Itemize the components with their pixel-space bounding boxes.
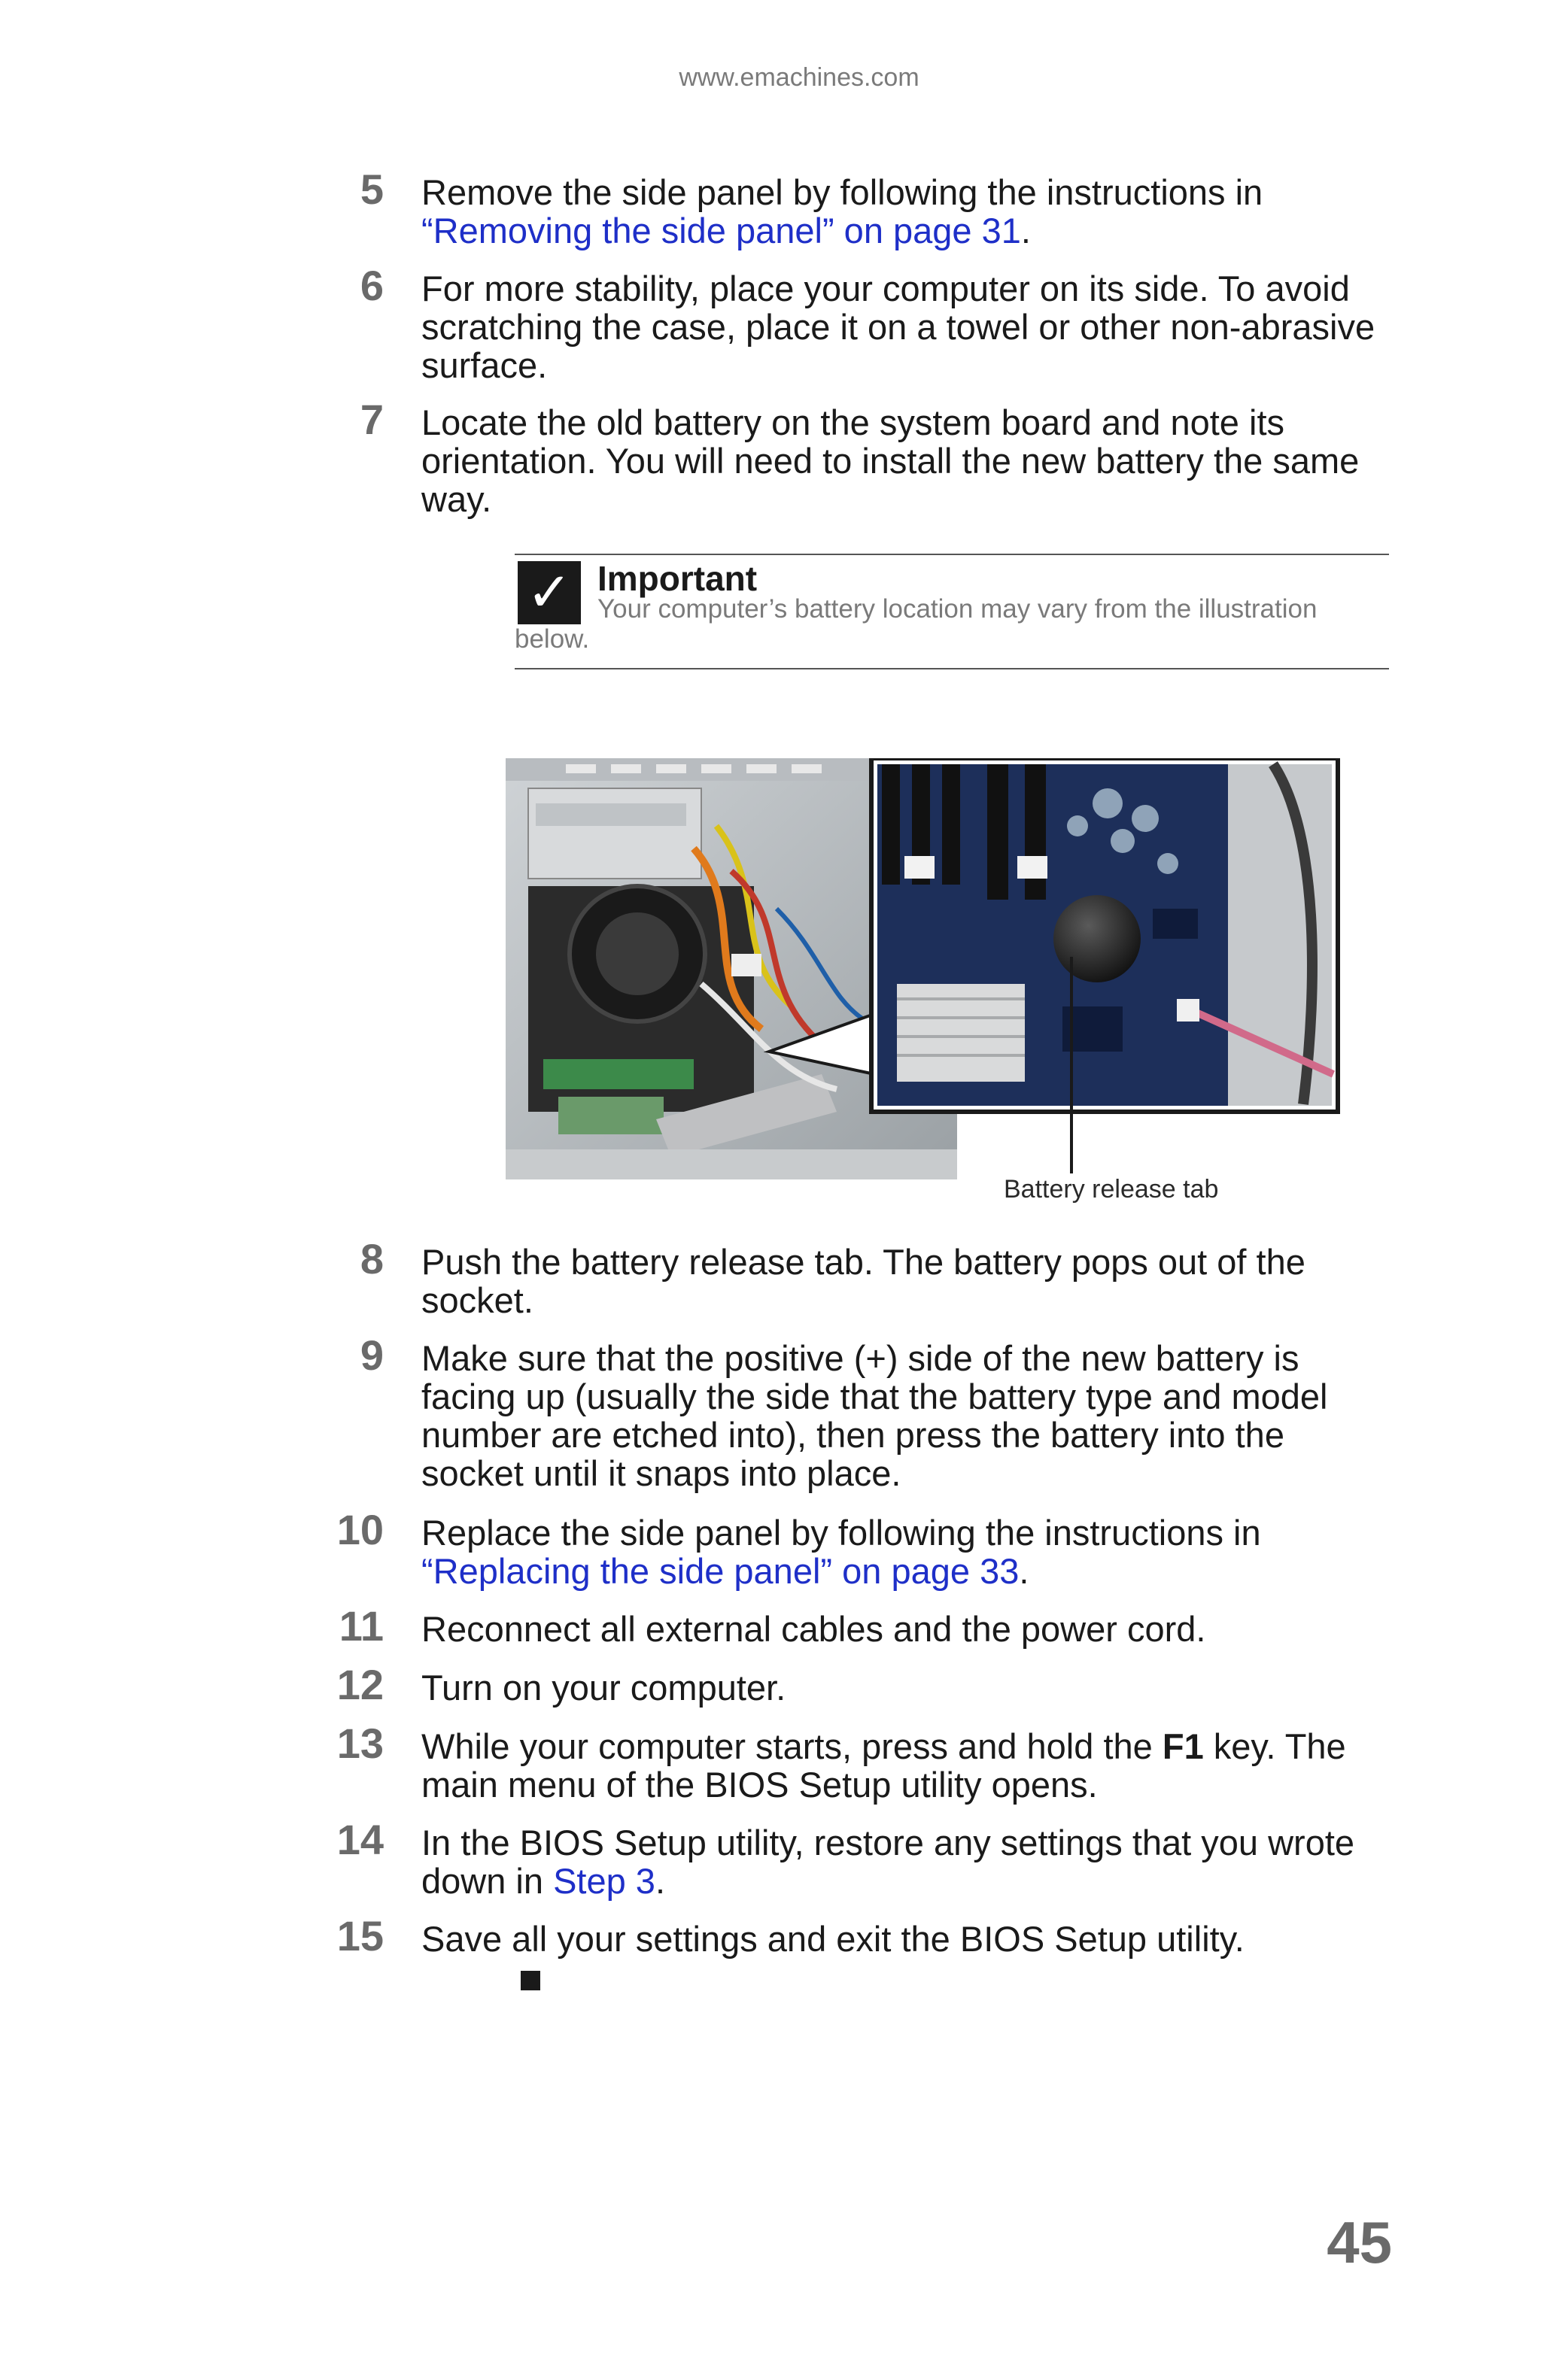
important-body-continued: below. — [515, 624, 590, 654]
step-number: 10 — [336, 1506, 384, 1553]
figure-caption: Battery release tab — [1004, 1175, 1219, 1204]
step-text: For more stability, place your computer on its side. To avoid scratching the case, place it on a towel or other non-abrasive surface. — [421, 269, 1375, 385]
step-11 — [339, 1602, 1392, 1650]
important-body: Your computer’s battery location may vary from the illustration — [597, 594, 1318, 624]
step-text-end: . — [1019, 1551, 1029, 1591]
step-14 — [336, 1816, 1392, 1901]
step-number: 13 — [336, 1720, 384, 1767]
computer-interior-photo — [506, 758, 1342, 1179]
link-removing-side-panel[interactable]: “Removing the side panel” on page 31 — [421, 211, 1021, 250]
step-number: 6 — [360, 262, 384, 309]
link-replacing-side-panel[interactable]: “Replacing the side panel” on page 33 — [421, 1551, 1020, 1591]
step-text-main: In the BIOS Setup utility, restore any settings that you wrote down in — [421, 1823, 1355, 1901]
step-text — [421, 173, 1392, 250]
step-number: 8 — [360, 1235, 384, 1283]
step-text-end: . — [655, 1861, 666, 1901]
step-text: Push the battery release tab. The battery pops out of the socket. — [421, 1242, 1305, 1320]
step-text-main: Replace the side panel by following the instructions in — [421, 1513, 1261, 1553]
step-10 — [336, 1506, 1392, 1591]
step-text: Save all your settings and exit the BIOS Setup utility. — [421, 1919, 1245, 1959]
end-of-section-square-icon — [521, 1971, 540, 1990]
link-step-3[interactable]: Step 3 — [553, 1861, 655, 1901]
step-text: Make sure that the positive (+) side of the new battery is facing up (usually the side that the battery type and model number are etched into), then press the battery into the socket until it snaps into place. — [421, 1338, 1328, 1493]
step-text — [421, 1823, 1392, 1900]
step-number: 9 — [360, 1331, 384, 1379]
header-url: www.emachines.com — [679, 63, 919, 92]
checkmark-icon: ✓ — [518, 561, 581, 624]
key-f1: F1 — [1162, 1726, 1204, 1766]
step-6 — [360, 262, 1392, 385]
step-text: Turn on your computer. — [421, 1668, 786, 1708]
step-text: Reconnect all external cables and the power cord. — [421, 1609, 1206, 1649]
step-7 — [360, 396, 1392, 519]
battery-illustration — [506, 758, 1342, 1179]
step-number: 7 — [360, 396, 384, 443]
step-text-end: . — [1020, 211, 1031, 250]
step-text: Locate the old battery on the system board and note its orientation. You will need to install the new battery the same way. — [421, 402, 1360, 519]
step-12 — [336, 1661, 1392, 1708]
page-number: 45 — [1327, 2209, 1392, 2275]
step-number: 15 — [336, 1912, 384, 1960]
step-9 — [360, 1331, 1392, 1493]
step-15 — [336, 1912, 1392, 1960]
step-8 — [360, 1235, 1392, 1320]
step-number: 5 — [360, 165, 384, 213]
step-text-main: While your computer starts, press and hold the — [421, 1726, 1153, 1766]
step-text-end: key. The main menu of the BIOS Setup utility opens. — [421, 1726, 1346, 1805]
step-number: 12 — [336, 1661, 384, 1708]
step-text — [421, 1727, 1392, 1804]
step-13 — [336, 1720, 1392, 1805]
step-text — [421, 1513, 1392, 1590]
step-text-main: Remove the side panel by following the instructions in — [421, 172, 1263, 212]
important-title: Important — [597, 559, 758, 598]
step-number: 14 — [336, 1816, 384, 1863]
important-note — [515, 554, 1389, 669]
step-number: 11 — [339, 1602, 384, 1650]
step-5 — [360, 165, 1392, 250]
